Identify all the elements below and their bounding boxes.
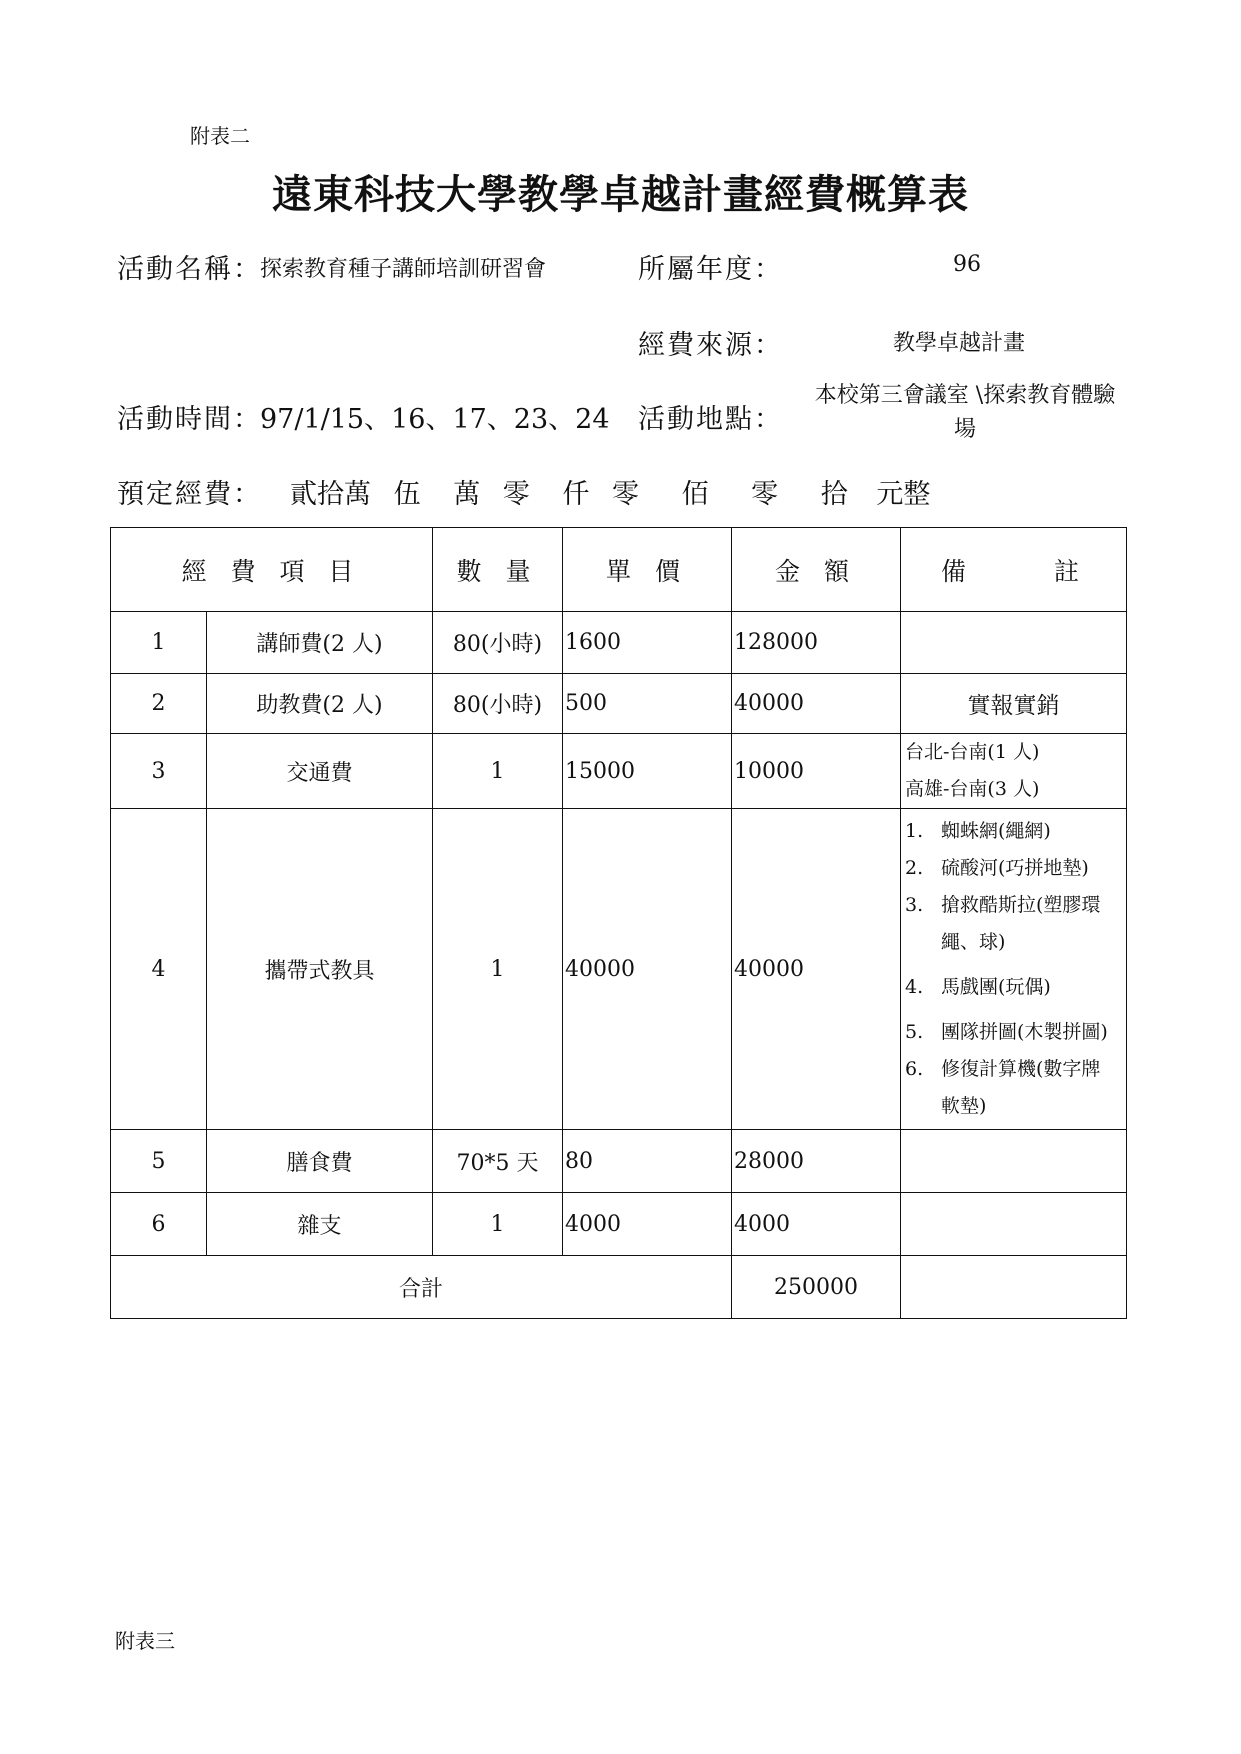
footer-appendix-tag: 附表三 (115, 1629, 175, 1653)
row-unit-price: 1600 (563, 612, 732, 674)
source-value: 教學卓越計畫 (893, 331, 1026, 356)
row-unit-price: 4000 (563, 1193, 732, 1256)
budget-part: 元整 (876, 479, 931, 510)
header-note (901, 528, 1127, 612)
note-item: 4. 馬戲團(玩偶) (905, 976, 1051, 998)
row-unit-price: 15000 (563, 734, 732, 809)
row-qty: 80(小時) (433, 612, 563, 674)
row-item: 雜支 (207, 1193, 433, 1256)
note-item: 1. 蜘蛛網(繩網) (905, 820, 1051, 842)
budget-part: 零 (502, 479, 530, 510)
budget-label: 預定經費： (117, 479, 262, 510)
note-list (901, 809, 1126, 1129)
row-unit-price: 40000 (563, 809, 732, 1130)
row-note: 實報實銷 (901, 674, 1127, 734)
row-no: 6 (111, 1193, 207, 1256)
row-item: 膳食費 (207, 1130, 433, 1193)
table-row (111, 1193, 1127, 1256)
budget-table (110, 527, 1127, 1319)
year-value: 96 (953, 252, 981, 277)
header-note-b: 註 (1054, 556, 1088, 586)
table-row (111, 674, 1127, 734)
header-note-a: 備 (941, 556, 975, 586)
row-amount: 40000 (732, 809, 901, 1130)
row-no: 4 (111, 809, 207, 1130)
row-note (901, 1130, 1127, 1193)
row-note (901, 612, 1127, 674)
row-unit-price: 80 (563, 1130, 732, 1193)
row-amount: 4000 (732, 1193, 901, 1256)
note-item: 2. 硫酸河(巧拼地墊) (905, 857, 1089, 879)
table-row (111, 734, 1127, 809)
row-item: 講師費(2 人) (207, 612, 433, 674)
row-qty: 1 (433, 734, 563, 809)
budget-part: 伍 (393, 479, 421, 510)
time-value: 97/1/15、16、17、23、24 (260, 404, 610, 435)
row-note (901, 809, 1127, 1130)
row-qty: 80(小時) (433, 674, 563, 734)
row-unit-price: 500 (563, 674, 732, 734)
row-no: 5 (111, 1130, 207, 1193)
total-amount: 250000 (732, 1256, 901, 1319)
row-note (901, 734, 1127, 809)
total-label: 合計 (111, 1256, 732, 1319)
row-qty: 1 (433, 1193, 563, 1256)
budget-value (290, 472, 930, 511)
source-label: 經費來源： (638, 330, 783, 361)
note-line: 高雄-台南(3 人) (905, 778, 1040, 800)
row-amount: 10000 (732, 734, 901, 809)
budget-part: 佰 (681, 479, 709, 510)
row-item: 攜帶式教具 (207, 809, 433, 1130)
venue-label: 活動地點： (638, 404, 783, 435)
table-row (111, 612, 1127, 674)
row-item: 助教費(2 人) (207, 674, 433, 734)
table-total-row (111, 1256, 1127, 1319)
table-row (111, 1130, 1127, 1193)
total-note (901, 1256, 1127, 1319)
row-no: 2 (111, 674, 207, 734)
year-label: 所屬年度： (638, 254, 783, 285)
table-row (111, 809, 1127, 1130)
budget-part: 拾 (820, 479, 848, 510)
header-qty: 數 量 (433, 528, 563, 612)
row-no: 3 (111, 734, 207, 809)
row-amount: 40000 (732, 674, 901, 734)
note-item: 5. 團隊拼圖(木製拼圖) (905, 1021, 1108, 1043)
note-line: 台北-台南(1 人) (905, 741, 1040, 763)
budget-part: 萬 (453, 479, 481, 510)
budget-part: 零 (611, 479, 639, 510)
appendix-tag: 附表二 (190, 124, 250, 148)
budget-part: 仟 (562, 479, 590, 510)
activity-name-value: 探索教育種子講師培訓研習會 (260, 257, 547, 282)
row-amount: 128000 (732, 612, 901, 674)
budget-part: 零 (751, 479, 779, 510)
note-item: 6. 修復計算機(數字牌 軟墊) (905, 1058, 1101, 1117)
row-item: 交通費 (207, 734, 433, 809)
activity-name-label: 活動名稱： (117, 254, 262, 285)
header-amount: 金 額 (732, 528, 901, 612)
header-item: 經 費 項 目 (111, 528, 433, 612)
page-title: 遠東科技大學教學卓越計畫經費概算表 (272, 171, 969, 218)
venue-value: 本校第三會議室 \探索教育體驗場 (814, 383, 1116, 442)
row-qty: 70*5 天 (433, 1130, 563, 1193)
row-amount: 28000 (732, 1130, 901, 1193)
time-label: 活動時間： (117, 404, 262, 435)
note-item: 3. 搶救酷斯拉(塑膠環 繩、球) (905, 894, 1101, 953)
row-note (901, 1193, 1127, 1256)
row-no: 1 (111, 612, 207, 674)
row-qty: 1 (433, 809, 563, 1130)
budget-part: 貳拾萬 (290, 479, 371, 510)
table-header-row (111, 528, 1127, 612)
header-unit-price: 單 價 (563, 528, 732, 612)
